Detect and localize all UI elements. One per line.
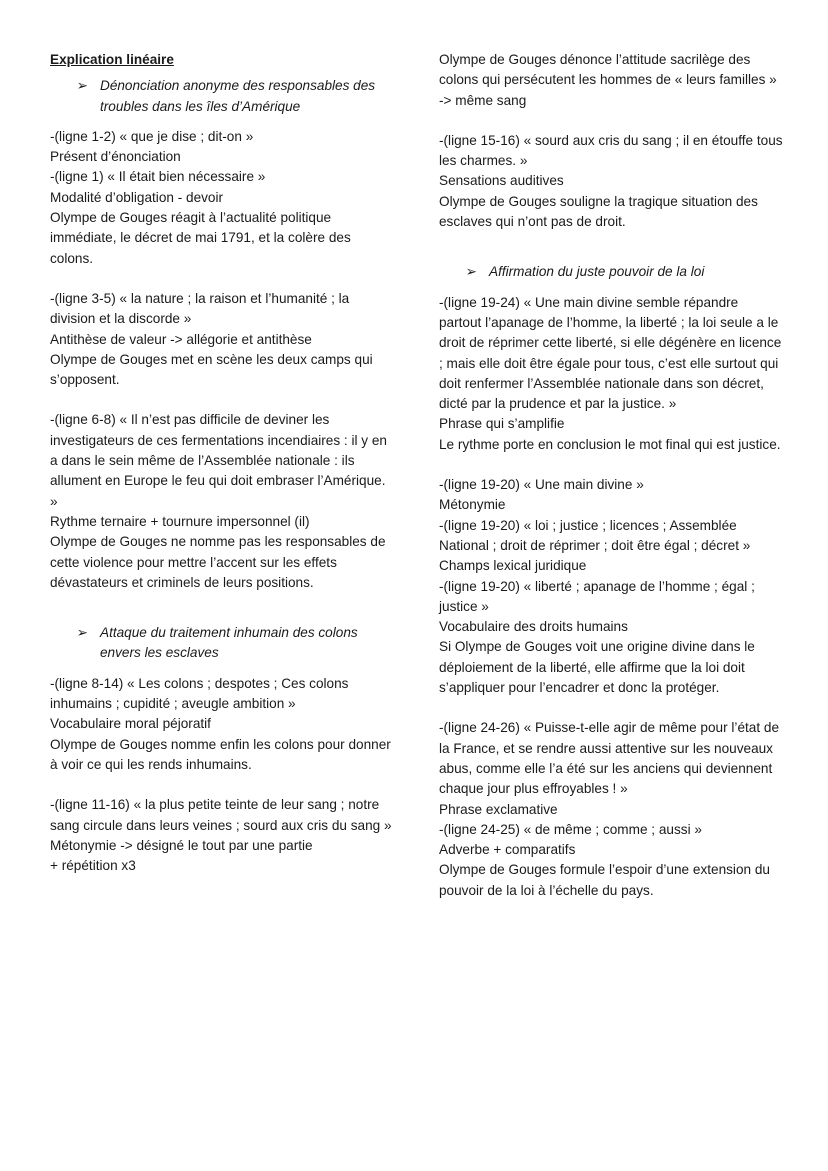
quote-line: -(ligne 24-25) « de même ; comme ; aussi » <box>439 821 702 837</box>
quote-line: -(ligne 19-24) « Une main divine semble répandre partout l’apanage de l’homme, la liberté ; la loi seule a le droit de réprimer cette liberté, si elle dégénère en licence ; mais elle doit être égale pour tous, c’est elle surtout qui doit renfermer l’Assemblée nationale dans son décret, dicté par la prudence et par la justice. » <box>439 294 782 412</box>
section-heading-attaque <box>50 623 395 664</box>
analysis-block <box>439 50 784 111</box>
section-heading-text: Affirmation du juste pouvoir de la loi <box>489 264 705 280</box>
section-heading-affirmation <box>439 262 784 282</box>
interpretation-line: Olympe de Gouges ne nomme pas les responsables de cette violence pour mettre l’accent sur les effets dévastateurs et criminels de leurs positions. <box>50 534 386 590</box>
analysis-block <box>439 293 784 455</box>
analysis-block <box>439 475 784 698</box>
device-line: Vocabulaire des droits humains <box>439 619 628 635</box>
quote-line: -(ligne 6-8) « Il n’est pas difficile de deviner les investigateurs de ces fermentations incendiaires : il y en a dans le sein même de l’Assemblée nationale : ils allument en Europe le feu qui doit embraser l’Amérique. » <box>50 412 387 509</box>
interpretation-line: Si Olympe de Gouges voit une origine divine dans le déploiement de la liberté, elle affirme que la loi doit s’appliquer pour l’encadrer et donc la protéger. <box>439 639 755 696</box>
device-line: Présent d’énonciation <box>50 149 181 165</box>
interpretation-line: Olympe de Gouges dénonce l’attitude sacrilège des colons qui persécutent les hommes de « leurs familles » -> même sang <box>439 52 777 108</box>
quote-line: -(ligne 8-14) « Les colons ; despotes ; Ces colons inhumains ; cupidité ; aveugle ambition » <box>50 675 349 712</box>
quote-line: -(ligne 24-26) « Puisse-t-elle agir de même pour l’état de la France, et se rendre aussi attentive sur les nouveaux abus, comme elle l’a été sur les anciens qui deviennent chaque jour plus effroyables ! » <box>439 720 780 797</box>
analysis-block <box>439 131 784 232</box>
right-column <box>439 50 784 921</box>
device-line: Rythme ternaire + tournure impersonnel (il) <box>50 513 310 529</box>
interpretation-line: Olympe de Gouges réagit à l’actualité politique immédiate, le décret de mai 1791, et la colère des colons. <box>50 210 351 266</box>
device-line: Sensations auditives <box>439 173 564 189</box>
device-line: Vocabulaire moral péjoratif <box>50 716 211 732</box>
quote-line: -(ligne 19-20) « loi ; justice ; licences ; Assemblée National ; droit de réprimer ; doit être égal ; décret » <box>439 517 751 553</box>
device-line: Phrase qui s’amplifie <box>439 416 565 432</box>
device-line: Métonymie -> désigné le tout par une partie <box>50 837 313 853</box>
analysis-block <box>439 718 784 901</box>
arrow-bullet-icon: ➢ <box>76 625 88 641</box>
analysis-block <box>50 410 395 593</box>
device-line: Modalité d’obligation - devoir <box>50 189 224 205</box>
document-title: Explication linéaire <box>50 52 174 67</box>
arrow-bullet-icon: ➢ <box>76 78 88 94</box>
device-line: + répétition x3 <box>50 858 136 874</box>
quote-line: -(ligne 15-16) « sourd aux cris du sang ; il en étouffe tous les charmes. » <box>439 132 783 169</box>
section-heading-text: Dénonciation anonyme des responsables des troubles dans les îles d’Amérique <box>100 78 376 114</box>
device-line: Antithèse de valeur -> allégorie et antithèse <box>50 331 312 347</box>
analysis-block <box>50 289 395 390</box>
quote-line: -(ligne 19-20) « Une main divine » <box>439 477 644 493</box>
analysis-block <box>50 674 395 775</box>
device-line: Phrase exclamative <box>439 801 558 817</box>
quote-line: -(ligne 11-16) « la plus petite teinte de leur sang ; notre sang circule dans leurs veines ; sourd aux cris du sang » <box>50 797 392 833</box>
section-heading-text: Attaque du traitement inhumain des colons envers les esclaves <box>100 625 358 661</box>
interpretation-line: Olympe de Gouges souligne la tragique situation des esclaves qui n’ont pas de droit. <box>439 193 758 230</box>
arrow-bullet-icon: ➢ <box>465 264 477 280</box>
device-line: Champs lexical juridique <box>439 558 587 574</box>
quote-line: -(ligne 3-5) « la nature ; la raison et l’humanité ; la division et la discorde » <box>50 290 350 327</box>
quote-line: -(ligne 1) « Il était bien nécessaire » <box>50 169 266 185</box>
device-line: Adverbe + comparatifs <box>439 842 576 858</box>
analysis-block <box>50 795 395 876</box>
device-line: Métonymie <box>439 497 506 513</box>
quote-line: -(ligne 1-2) « que je dise ; dit-on » <box>50 128 254 144</box>
quote-line: -(ligne 19-20) « liberté ; apanage de l’homme ; égal ; justice » <box>439 578 755 614</box>
interpretation-line: Olympe de Gouges formule l’espoir d’une extension du pouvoir de la loi à l’échelle du pays. <box>439 862 770 898</box>
interpretation-line: Le rythme porte en conclusion le mot final qui est justice. <box>439 436 781 452</box>
section-heading-denonciation <box>50 76 395 117</box>
analysis-block <box>50 127 395 269</box>
interpretation-line: Olympe de Gouges met en scène les deux camps qui s’opposent. <box>50 351 373 388</box>
interpretation-line: Olympe de Gouges nomme enfin les colons pour donner à voir ce qui les rends inhumains. <box>50 736 391 772</box>
left-column <box>50 50 395 896</box>
